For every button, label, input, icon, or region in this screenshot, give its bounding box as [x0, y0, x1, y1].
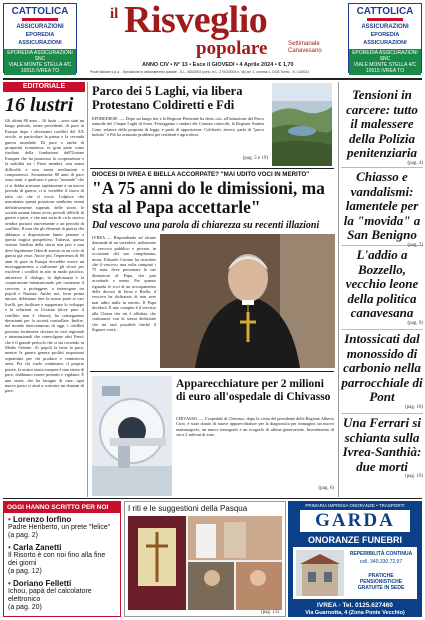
- easter-photos: [128, 516, 282, 610]
- bishop-portrait-image: [160, 234, 335, 368]
- sidebar-rule: [338, 82, 339, 497]
- today-item[interactable]: [4, 513, 120, 539]
- sidebar-item-bozzello[interactable]: [341, 248, 423, 330]
- right-ad-cattolica[interactable]: [348, 3, 422, 73]
- bottom-rule: [3, 498, 422, 499]
- garda-reperibilita: REPERIBILITÀ CONTINUA: [349, 551, 413, 557]
- garda-logo: [300, 510, 410, 532]
- tagline-line: Settimanale: [288, 41, 320, 47]
- ad-logo-stripe: [22, 18, 58, 21]
- garda-address: Via Guarnotta, 4 (Zona Ponte Vecchio): [305, 610, 405, 616]
- garda-ad[interactable]: [288, 501, 422, 617]
- bullet-icon: •: [8, 515, 14, 524]
- sidebar-item-title: Chiasso e vandalismi: lamentele per la "movida" a San Benigno: [343, 169, 421, 242]
- left-ad-cattolica[interactable]: [3, 3, 77, 73]
- sidebar-item-title: Una Ferrari si schianta sulla Ivrea-Santhià: due morti: [342, 415, 422, 474]
- today-item[interactable]: [4, 575, 120, 611]
- main-story-body: IVREA — Rispondendo ad alcune domande di un sacerdote, indirizzate al vescovo pubblico e privato, in occasione del suo compleanno, mons. Edoardo Cerrato ha ricordato che il vescovo, una volta compiuti i 75 anni, deve presentare le sue dimissioni al Papa, che può accettarle o meno. Per quanto riguarda le voci di un accorpamento delle diocesi di Ivrea e Biella, il vescovo ha dichiarato di non aver mai udito nulla in merito. Il Papa deciderà. Il mio compito è il servizio alla Chiesa che mi è affidata, che continuerò con la stessa dedizione che mi sarà possibile finché il Signore vorrà.: [92, 235, 156, 332]
- issue-line: ANNO CIV • N° 13 • Esce il GIOVEDI • 4 Aprile 2024 • € 1,70: [142, 62, 294, 68]
- bullet-icon: •: [8, 579, 14, 588]
- today-item[interactable]: [4, 539, 120, 575]
- hospital-story-page: (pag. 6): [318, 486, 334, 491]
- today-page: (a pag. 20): [8, 604, 42, 611]
- editorial-body: Gli ultimi 80 anni – 16 lustri – sono stati un lungo periodo, senza precedenti, di pace in Europa dopo i devastanti conflitti del XX secolo, in particolare la prima e la seconda guerra mondiale. Di pace e anche di prosperità economica, in gran parte come risultato della fondazione dell'Unione Europea che ha promosso la cooperazione e la stabilità tra i Paesi membri, non senza difficoltà e non senza mediazioni e compromessi. Sicuramente 80 anni di pace sono tanti, a qualcuno è parso "normale" che ci si debba arrestare rapidamente a un nuovo periodo di guerra, ci si vorrebbe il fuoco di tutto ciò che ci tocca. Colpisce che nonostante questa posizione sembrino ormai definitivamente superati, delle storie, le società umane fanno avvio periodi difficili di guerre e pace, e che una sorta di ciclo storico sembra portarci nuovamente a un periodo di conflitto. Il non che gli elementi di guerra che abbiamo a disposizione fanno pensare a questa tragica prospettiva. Tuttavia, questa visione fatalista della storia non può e non deve legittimare l'idea di arresto in un ciclo di guerra già visto. Ancor più, l'esperienza di 80 anni di pace in Europa dovrebbe essere un incoraggiamento a rafforzare gli sforzi per risolvere i conflitti in atto in modo pacifico, attraverso il dialogo, la diplomazia e la cooperazione internazionale, per contenere il crescere, a proteggere, a interrogare tra popoli e Nazioni. Anche noi, forse prima ancora, dobbiamo fare la nostra parte ai vari livelli, per facilitare e supportare lo sviluppo e le relazioni in Ucraina (dove pure il conflitto non è chiuso), ha conseguenze devastanti per la società controllate. Inoltre, nel mondo interconnesso di oggi, i conflitti possono facilmente sfociare in crisi regionali e internazionali che coinvolgono altri Paesi: che è il grande pericolo che si sta correndo in Medio Oriente. Ai popoli la bene la pace, mentre la guerra genera profitti importanti soprattutto per chi produce e commercia armi. Per chi vuole continuare, il proprio potere, la nostra storia europea è una storia di pace, dobbiamo essere presenti e vigilanti. È una storia, che ha bisogno di cura: ogni nuovo passo ci aiuti a costruire un domani di pace.: [5, 118, 84, 394]
- garda-top: PRIMARIA IMPRESA ONORANZE • TRASPORTI: [305, 503, 405, 508]
- masthead-tagline: [288, 41, 322, 55]
- hospital-photo[interactable]: [92, 376, 172, 496]
- author-name: Doriano Felletti: [13, 579, 72, 588]
- sidebar-item-movida[interactable]: [341, 170, 423, 246]
- tagline-line: Canavesano: [288, 48, 322, 54]
- today-author: [8, 579, 116, 588]
- hospital-story-body: CHIVASSO. — L'ospedale di Chivasso, dopo la visita del presidente della Regione Alberto Cirio, è stato dotato di nuove apparecchiature per la diagnostica per immagini: un nuovo mammografo, un nuovo tomografo e un ecografo di ultima generazione. Investimento di circa 2 milioni di euro.: [176, 416, 334, 438]
- main-story-rule: [90, 371, 334, 372]
- ad-band-line: VIALE MONTE STELLA 4/C: [8, 62, 72, 68]
- garda-inner: [293, 547, 417, 599]
- ad-brand-sub: ASSICURAZIONI: [361, 24, 409, 30]
- bishop-photo[interactable]: [160, 234, 335, 368]
- easter-title: I riti e le suggestioni della Pasqua: [128, 504, 248, 513]
- editorial-label: EDITORIALE: [22, 83, 66, 90]
- lakes-photo[interactable]: [272, 83, 332, 166]
- sidebar-item-title: Intossicati dal monossido di carbonio nella parrocchiale di Pont: [341, 331, 423, 404]
- ad-band-line: VIALE MONTE STELLA 4/C: [353, 62, 417, 68]
- masthead-il: il: [110, 6, 119, 22]
- ad-brand: CATTOLICA: [11, 6, 69, 17]
- editorial-column-rule: [87, 82, 88, 497]
- sidebar-item-monossido[interactable]: [341, 332, 423, 414]
- sidebar-item-page: (pag. 4): [407, 160, 423, 166]
- sidebar-item-page: (pag. 19): [404, 474, 423, 479]
- today-page: (a pag. 12): [8, 568, 42, 575]
- today-text: Il Risorto è con noi fino alla fine dei giorni: [8, 552, 106, 567]
- top-story-page: (pag. 5 e 19): [242, 156, 268, 161]
- bullet-icon: •: [8, 543, 14, 552]
- ad-band: [4, 49, 76, 75]
- masthead-subtitle: popolare: [196, 38, 268, 59]
- main-story-title[interactable]: "A 75 anni do le dimissioni, ma sta al Papa accettarle": [92, 178, 325, 217]
- ad-agency: EPOREDIA ASSICURAZIONI: [363, 32, 407, 46]
- garda-photo: [296, 550, 344, 596]
- ad-brand-sub: ASSICURAZIONI: [16, 24, 64, 30]
- garda-name: GARDA: [315, 510, 395, 531]
- today-text: Padre Heriberto, un prete "felice": [8, 524, 111, 531]
- easter-procession-image: [128, 516, 282, 610]
- today-box: [3, 501, 121, 617]
- ad-band-line: 10015 IVREA TO: [365, 68, 405, 74]
- ad-agency: EPOREDIA ASSICURAZIONI: [18, 32, 62, 46]
- today-author: [8, 515, 116, 524]
- top-story-rule: [90, 168, 334, 169]
- author-name: Carla Zanetti: [13, 543, 62, 552]
- sidebar-item-page: (pag. 9): [407, 320, 423, 326]
- main-story-subtitle: Dal vescovo una parola di chiarezza su recenti illazioni: [92, 220, 320, 231]
- sidebar-item-title: L'addio a Bozzello, vecchio leone della politica canavesana: [345, 247, 419, 320]
- ad-brand: CATTOLICA: [356, 6, 414, 17]
- today-author: [8, 543, 116, 552]
- sidebar-item-page: (pag. 7): [407, 242, 423, 248]
- easter-page: (pag. 13): [260, 610, 279, 615]
- garda-pratiche: PRATICHE PENSIONISTICHE GRATUITE IN SEDE: [357, 573, 405, 591]
- easter-box[interactable]: [124, 501, 286, 617]
- sidebar-item-page: (pag. 10): [404, 404, 423, 410]
- hospital-story-title[interactable]: Apparecchiature per 2 milioni di euro all'ospedale di Chivasso: [176, 378, 331, 403]
- sidebar-item-carcere[interactable]: [341, 88, 423, 168]
- editorial-title[interactable]: 16 lustri: [5, 94, 74, 116]
- ad-band-line: EPOREDIA ASSICURAZIONI SNC: [352, 50, 418, 62]
- ad-logo-stripe: [367, 18, 403, 21]
- postal-line: Poste Italiane s.p.a. - Spedizione in abbonamento postale - D.L. 353/2003 (conv. in L. 27/02/2004 n. 46) art. 1, comma 1, DCB Torino - N. 13/2024: [90, 70, 310, 74]
- masthead-rule: [3, 78, 422, 80]
- masthead-title[interactable]: Risveglio: [124, 0, 268, 41]
- lakes-landscape-image: [272, 83, 332, 166]
- today-page: (a pag. 2): [8, 532, 38, 539]
- top-story-body: EPOREDIESE. — Dopo un lungo iter e la Regione Piemonte ha detto «sì» all'istituzione del Parco naturale dei Cinque Laghi di Ivrea. Festeggiano i sindaci dei Comuni coinvolti, la Regione Andrea Cane, relatore della proposta di legge, e parla di opposizione. Coldiretti, invece, parla di "parco indotto" e Fdi ha avanzato problemi per residenti e agricoltori.: [92, 116, 264, 138]
- ad-band-line: 10015 IVREA TO: [20, 68, 60, 74]
- garda-city-phone[interactable]: IVREA - Tel. 0125.627460: [317, 602, 393, 609]
- garda-service: ONORANZE FUNEBRI: [308, 535, 402, 545]
- garda-building-image: [296, 550, 344, 596]
- top-story-title[interactable]: Parco dei 5 Laghi, via libera Protestano Coldiretti e Fdi: [92, 84, 243, 112]
- garda-cell[interactable]: cell. 340.330.72.97: [359, 559, 403, 565]
- ad-band-line: EPOREDIA ASSICURAZIONI SNC: [7, 50, 73, 62]
- sidebar-item-title: Tensioni in carcere: tutto il malessere della Polizia penitenziaria: [346, 87, 418, 160]
- ct-scanner-image: [92, 376, 172, 496]
- main-story-kicker: DIOCESI DI IVREA E BIELLA ACCORPATE? "MAI UDITO VOCI IN MERITO": [92, 171, 310, 178]
- sidebar-item-ferrari[interactable]: [341, 416, 423, 496]
- today-header: OGGI HANNO SCRITTO PER NOI: [4, 502, 120, 513]
- ad-band: [349, 49, 421, 75]
- today-text: Ichou, papà del calcolatore elettronico: [8, 588, 92, 603]
- author-name: Lorenzo Iorfino: [13, 515, 72, 524]
